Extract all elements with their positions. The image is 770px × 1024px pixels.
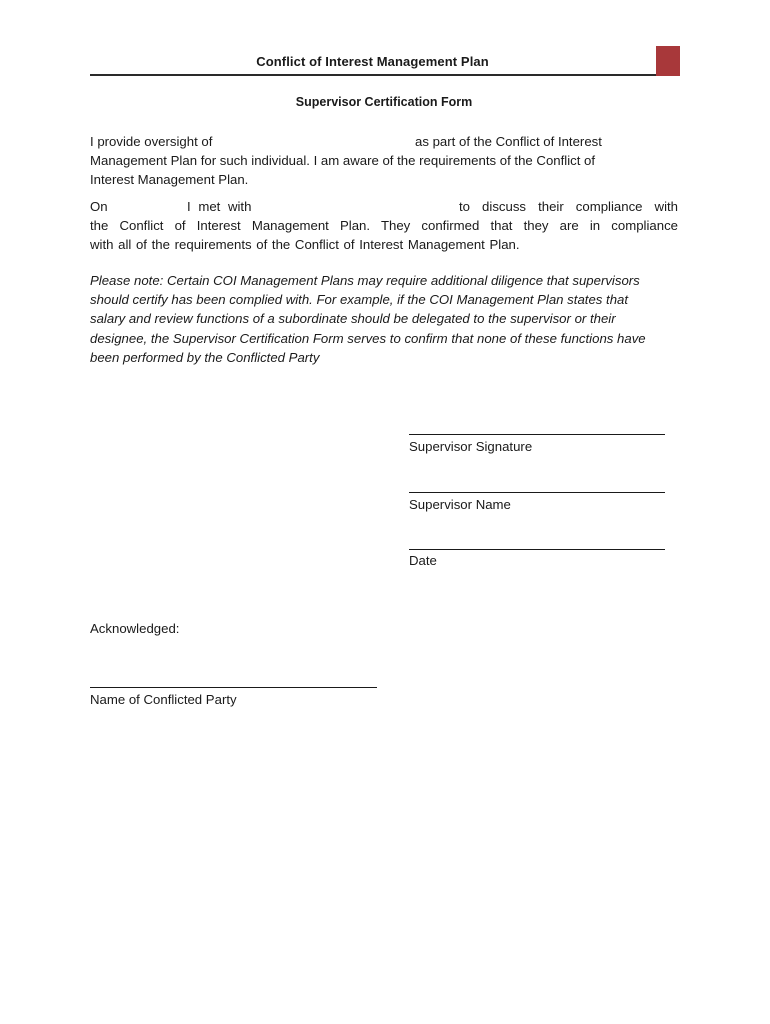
header-accent-block [656, 46, 680, 76]
date-line[interactable] [409, 549, 665, 550]
conflicted-party-label: Name of Conflicted Party [90, 692, 237, 707]
please-note-paragraph [90, 271, 680, 367]
acknowledged-label: Acknowledged: [90, 621, 180, 636]
note-line-4: designee, the Supervisor Certification Form serves to confirm that none of these functions have [90, 330, 646, 346]
paragraph1-line3: Interest Management Plan. [90, 172, 249, 187]
form-title: Supervisor Certification Form [295, 95, 473, 109]
supervisor-signature-label: Supervisor Signature [409, 439, 533, 454]
document-header-title: Conflict of Interest Management Plan [256, 54, 489, 69]
note-line-3: salary and review functions of a subordinate should be delegated to the supervisor or their [90, 311, 616, 327]
paragraph2-on: On [90, 199, 108, 214]
paragraph1-line1-end: as part of the Conflict of Interest [415, 134, 602, 149]
note-line-2: should certify has been complied with. For example, if the COI Management Plan states that [90, 292, 629, 308]
header-divider [90, 74, 657, 76]
paragraph2-line2: the Conflict of Interest Management Plan. They confirmed that they are in compliance [90, 218, 678, 233]
paragraph1-line1-start: I provide oversight of [90, 134, 213, 149]
supervisor-name-line[interactable] [409, 492, 665, 493]
paragraph2-line1-end: to discuss their compliance with [459, 199, 678, 214]
note-line-5: been performed by the Conflicted Party [90, 349, 320, 365]
supervisor-signature-line[interactable] [409, 434, 665, 435]
paragraph1-line2: Management Plan for such individual. I am aware of the requirements of the Conflict of [90, 153, 596, 168]
date-label: Date [409, 553, 437, 568]
paragraph2-line3: with all of the requirements of the Conflict of Interest Management Plan. [90, 237, 520, 252]
note-line-1: Please note: Certain COI Management Plans may require additional diligence that supervisors [90, 273, 640, 288]
paragraph2-met-with: I met with [187, 199, 252, 214]
supervisor-name-label: Supervisor Name [409, 497, 511, 512]
conflicted-party-line[interactable] [90, 687, 377, 688]
